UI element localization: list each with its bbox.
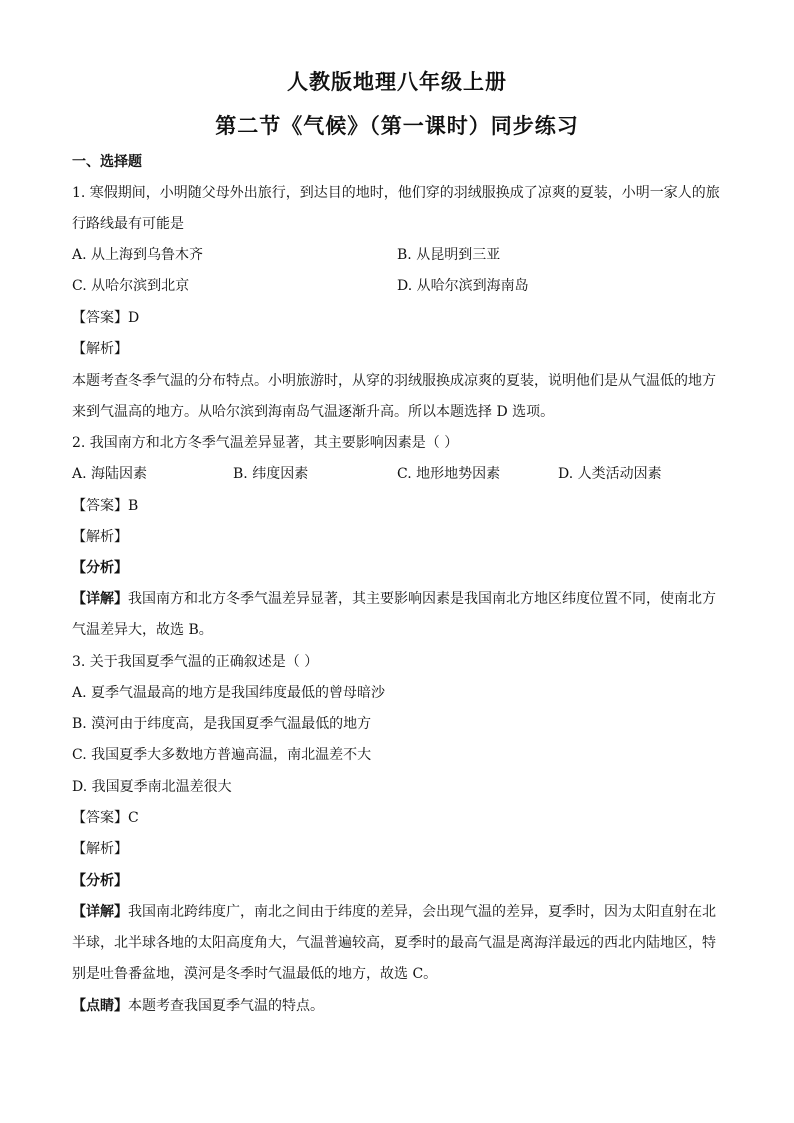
q1-stem-line1: 1. 寒假期间，小明随父母外出旅行，到达目的地时，他们穿的羽绒服换成了凉爽的夏装，小明一家人的旅 <box>72 185 720 201</box>
q2-option-c: C. 地形地势因素 <box>397 466 501 482</box>
q2-fenxi-label: 【分析】 <box>72 560 128 576</box>
document-subtitle: 第二节《气候》（第一课时）同步练习 <box>215 113 579 138</box>
q2-stem: 2. 我国南方和北方冬季气温差异显著，其主要影响因素是（ ） <box>72 435 459 451</box>
q2-option-a: A. 海陆因素 <box>72 466 148 482</box>
q1-stem-line2: 行路线最有可能是 <box>72 216 184 232</box>
q3-option-d: D. 我国夏季南北温差很大 <box>72 779 232 795</box>
q3-detail-label: 【详解】 <box>72 904 128 920</box>
q2-detail-line2: 气温差异大，故选 B。 <box>72 622 213 638</box>
q3-option-b: B. 漠河由于纬度高，是我国夏季气温最低的地方 <box>72 716 372 732</box>
q3-dianjing-label: 【点睛】 <box>72 998 128 1014</box>
q1-option-d: D. 从哈尔滨到海南岛 <box>397 278 529 294</box>
q2-detail-text1: 我国南方和北方冬季气温差异显著，其主要影响因素是我国南北方地区纬度位置不同，使南北方 <box>128 591 716 607</box>
q3-answer: 【答案】C <box>72 810 139 826</box>
q2-detail-line1 <box>72 588 716 608</box>
q1-analysis-line1: 本题考查冬季气温的分布特点。小明旅游时，从穿的羽绒服换成凉爽的夏装，说明他们是从气温低的地方 <box>72 373 716 389</box>
q3-option-c: C. 我国夏季大多数地方普遍高温，南北温差不大 <box>72 747 372 763</box>
q3-dianjing-text: 本题考查我国夏季气温的特点。 <box>128 998 324 1014</box>
q1-analysis-line2: 来到气温高的地方。从哈尔滨到海南岛气温逐渐升高。所以本题选择 D 选项。 <box>72 404 555 420</box>
q1-option-b: B. 从昆明到三亚 <box>397 247 501 263</box>
q3-stem: 3. 关于我国夏季气温的正确叙述是（ ） <box>72 654 319 670</box>
q3-detail-line1 <box>72 901 716 921</box>
document-title: 人教版地理八年级上册 <box>287 69 507 94</box>
q3-analysis-label: 【解析】 <box>72 841 128 857</box>
q3-detail-text1: 我国南北跨纬度广，南北之间由于纬度的差异，会出现气温的差异，夏季时，因为太阳直射在北 <box>128 904 716 920</box>
q2-option-b: B. 纬度因素 <box>233 466 309 482</box>
q3-detail-line3: 别是吐鲁番盆地，漠河是冬季时气温最低的地方，故选 C。 <box>72 966 438 982</box>
q1-option-c: C. 从哈尔滨到北京 <box>72 278 190 294</box>
q3-fenxi-label: 【分析】 <box>72 873 128 889</box>
q1-answer: 【答案】D <box>72 310 140 326</box>
q3-dianjing-line <box>72 995 324 1015</box>
q3-detail-line2: 半球，北半球各地的太阳高度角大，气温普遍较高，夏季时的最高气温是离海洋最远的西北内陆地区，特 <box>72 935 716 951</box>
q2-detail-label: 【详解】 <box>72 591 128 607</box>
q2-answer: 【答案】B <box>72 498 139 514</box>
q2-analysis-label: 【解析】 <box>72 529 128 545</box>
section-heading: 一、选择题 <box>72 154 142 170</box>
q2-option-d: D. 人类活动因素 <box>558 466 662 482</box>
q1-analysis-label: 【解析】 <box>72 341 128 357</box>
q3-option-a: A. 夏季气温最高的地方是我国纬度最低的曾母暗沙 <box>72 685 386 701</box>
q1-option-a: A. 从上海到乌鲁木齐 <box>72 247 204 263</box>
